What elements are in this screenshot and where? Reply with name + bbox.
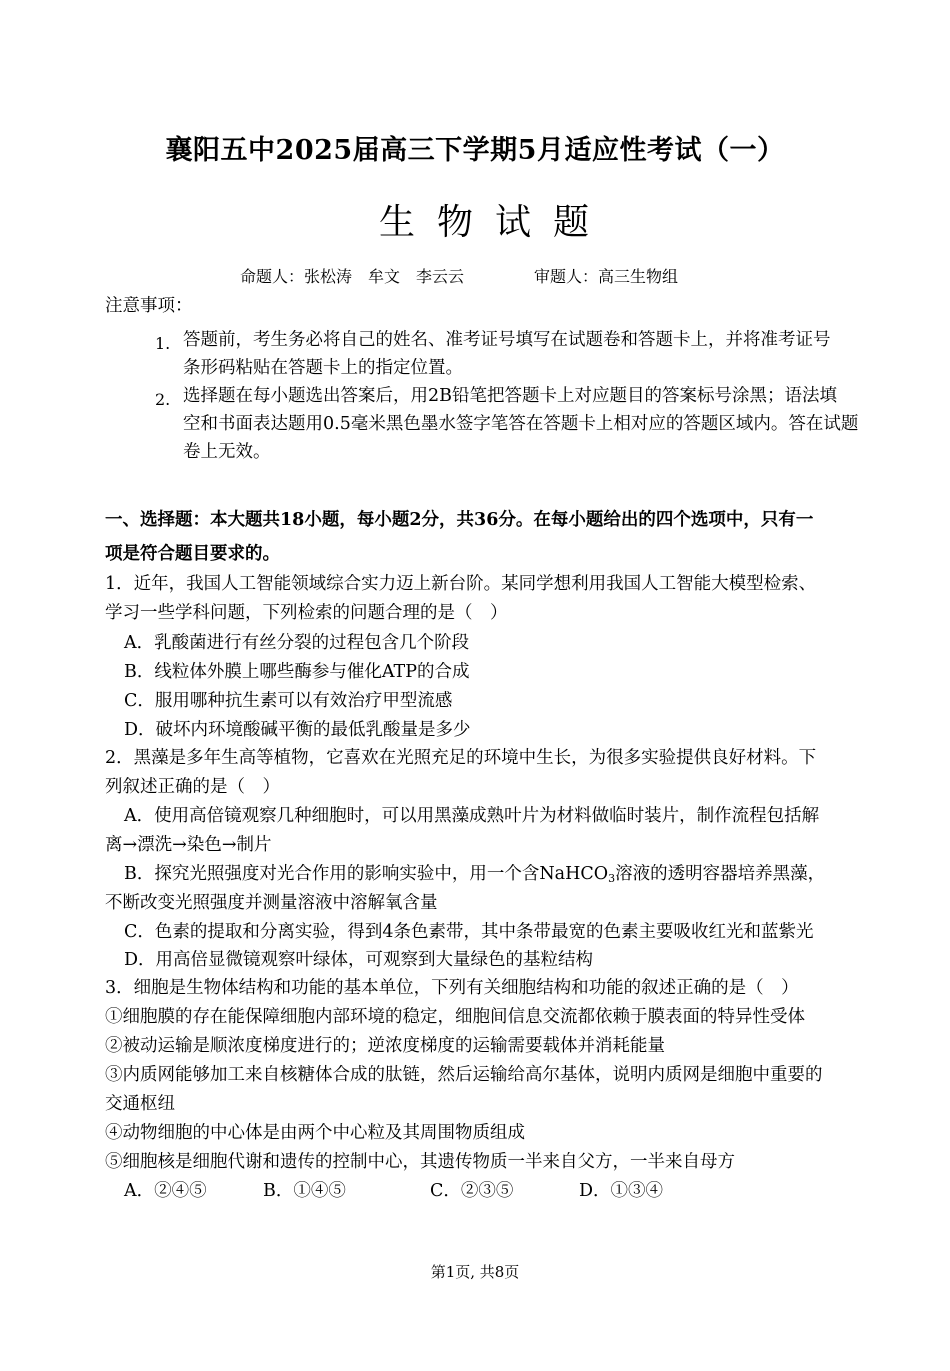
question-3-statement: ①细胞膜的存在能保障细胞内部环境的稳定，细胞间信息交流都依赖于膜表面的特异性受体 [105,1007,805,1027]
notice-heading: 注意事项： [105,296,193,316]
question-1-option-b: B．线粒体外膜上哪些酶参与催化ATP的合成 [124,662,470,682]
question-3-stem: 3．细胞是生物体结构和功能的基本单位，下列有关细胞结构和功能的叙述正确的是（ ） [105,978,799,998]
notice-item-line: 答题前，考生务必将自己的姓名、准考证号填写在试题卷和答题卡上，并将准考证号 [183,330,831,350]
question-2-option-b: 不断改变光照强度并测量溶液中溶解氧含量 [105,893,438,913]
question-2-option-a: A．使用高倍镜观察几种细胞时，可以用黑藻成熟叶片为材料做临时装片，制作流程包括解 [124,806,820,826]
exam-title: 襄阳五中2025届高三下学期5月适应性考试（一） [165,135,785,166]
notice-item-number: 1. [155,334,171,353]
question-3-statement: ②被动运输是顺浓度梯度进行的；逆浓度梯度的运输需要载体并消耗能量 [105,1036,665,1056]
author-line [240,264,678,287]
option-text: B．探究光照强度对光合作用的影响实验中，用一个含NaHCO [124,864,609,884]
setters: 命题人：张松涛 牟文 李云云 [240,267,465,286]
question-1-stem: 学习一些学科问题，下列检索的问题合理的是（ ） [105,603,508,623]
question-2-option-d: D．用高倍显微镜观察叶绿体，可观察到大量绿色的基粒结构 [124,950,594,970]
question-3-statement: ⑤细胞核是细胞代谢和遗传的控制中心，其遗传物质一半来自父方，一半来自母方 [105,1152,735,1172]
notice-item-number: 2. [155,390,171,409]
notice-item-line: 条形码粘贴在答题卡上的指定位置。 [183,358,463,378]
question-2-option-c: C．色素的提取和分离实验，得到4条色素带，其中条带最宽的色素主要吸收红光和蓝紫光 [124,922,814,942]
question-1-option-c: C．服用哪种抗生素可以有效治疗甲型流感 [124,691,453,711]
question-2-option-a: 离→漂洗→染色→制片 [105,835,272,855]
notice-item-line: 卷上无效。 [183,442,271,462]
question-2-stem: 2．黑藻是多年生高等植物，它喜欢在光照充足的环境中生长，为很多实验提供良好材料。下 [105,748,817,768]
section-heading: 一、选择题：本大题共18小题，每小题2分，共36分。在每小题给出的四个选项中，只有一 [105,510,814,530]
question-3-option-b: B．①④⑤ [263,1181,346,1201]
reviewers: 审题人：高三生物组 [534,267,679,286]
section-heading: 项是符合题目要求的。 [105,544,280,564]
subject-title: 生物试题 [378,202,611,243]
question-2-stem: 列叙述正确的是（ ） [105,777,280,797]
subscript: 3 [608,872,616,885]
option-text: 溶液的透明容器培养黑藻， [615,864,826,884]
page-number: 第1页, 共8页 [430,1263,520,1281]
question-3-option-d: D．①③④ [579,1181,664,1201]
question-3-option-c: C．②③⑤ [430,1181,514,1201]
notice-item-line: 选择题在每小题选出答案后，用2B铅笔把答题卡上对应题目的答案标号涂黑；语法填 [183,386,837,406]
question-1-option-a: A．乳酸菌进行有丝分裂的过程包含几个阶段 [124,633,470,653]
question-1-option-d: D．破坏内环境酸碱平衡的最低乳酸量是多少 [124,720,471,740]
question-3-statement: ③内质网能够加工来自核糖体合成的肽链，然后运输给高尔基体，说明内质网是细胞中重要的 [105,1065,823,1085]
question-3-statement: 交通枢纽 [105,1094,175,1114]
question-1-stem: 1．近年，我国人工智能领域综合实力迈上新台阶。某同学想利用我国人工智能大模型检索、 [105,574,817,594]
question-3-option-a: A．②④⑤ [124,1181,207,1201]
question-3-statement: ④动物细胞的中心体是由两个中心粒及其周围物质组成 [105,1123,525,1143]
notice-item-line: 空和书面表达题用0.5毫米黑色墨水签字笔答在答题卡上相对应的答题区域内。答在试题 [183,414,859,434]
